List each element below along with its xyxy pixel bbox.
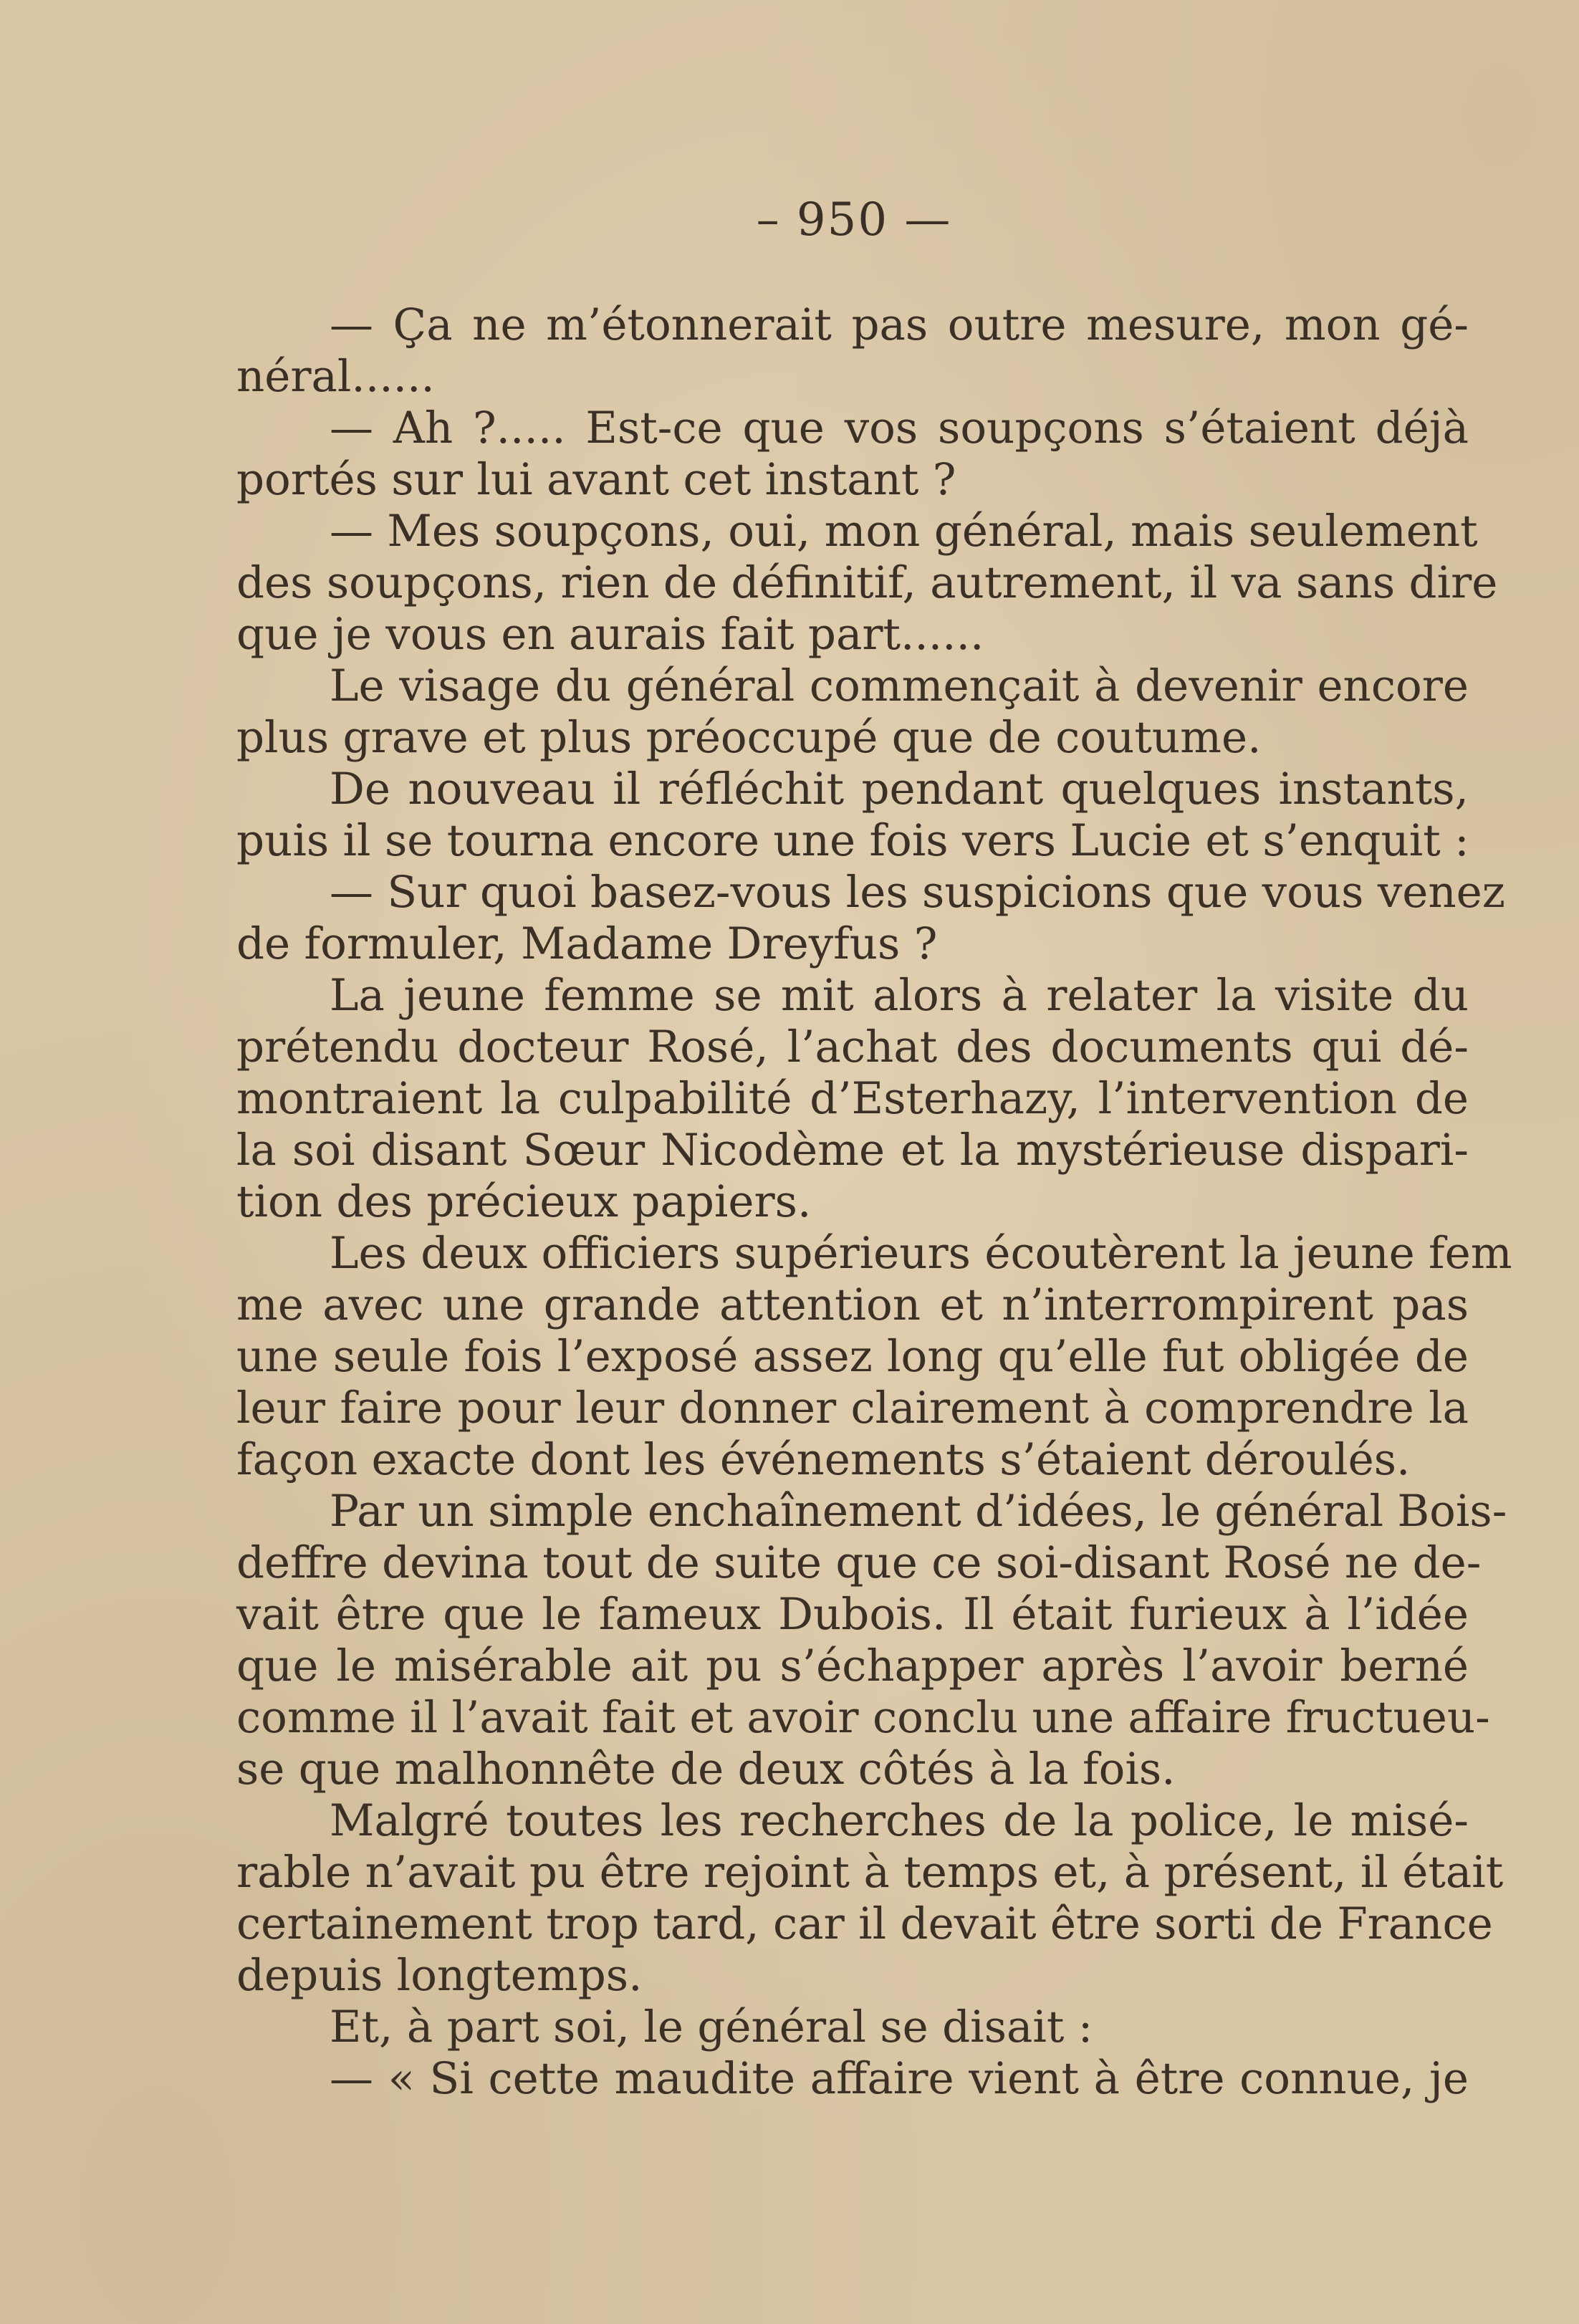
text-line: une seule fois l’exposé assez long qu’elle fut obligée de	[236, 1331, 1469, 1382]
text-line: deffre devina tout de suite que ce soi-disant Rosé ne de-	[236, 1537, 1482, 1588]
text-line: plus grave et plus préoccupé que de coutume.	[236, 712, 1262, 763]
text-line: puis il se tourna encore une fois vers Lucie et s’enquit :	[236, 815, 1469, 866]
text-line: de formuler, Madame Dreyfus ?	[236, 918, 938, 969]
text-line: me avec une grande attention et n’interrompirent pas	[236, 1279, 1469, 1330]
text-line: vait être que le fameux Dubois. Il était furieux à l’idée	[236, 1589, 1469, 1640]
text-line: — « Si cette maudite affaire vient à être connue, je	[330, 2053, 1469, 2104]
text-line: De nouveau il réfléchit pendant quelques instants,	[330, 764, 1469, 815]
text-line: — Ça ne m’étonnerait pas outre mesure, mon gé-	[330, 299, 1469, 350]
text-line: que le misérable ait pu s’échapper après l’avoir berné	[236, 1641, 1469, 1691]
text-line: Le visage du général commençait à devenir encore	[330, 661, 1469, 711]
text-line: — Sur quoi basez-vous les suspicions que vous venez	[330, 867, 1505, 918]
text-line: que je vous en aurais fait part......	[236, 609, 984, 660]
text-line: depuis longtemps.	[236, 1950, 643, 2001]
text-line: néral......	[236, 351, 435, 402]
text-line: montraient la culpabilité d’Esterhazy, l’intervention de	[236, 1073, 1469, 1124]
page-number: – 950 —	[756, 193, 952, 246]
text-line: Les deux officiers supérieurs écoutèrent la jeune fem	[330, 1228, 1512, 1279]
text-line: prétendu docteur Rosé, l’achat des documents qui dé-	[236, 1022, 1469, 1072]
text-line: Par un simple enchaînement d’idées, le général Bois-	[330, 1486, 1507, 1537]
text-line: la soi disant Sœur Nicodème et la mystérieuse dispari-	[236, 1125, 1469, 1176]
text-line: certainement trop tard, car il devait être sorti de France	[236, 1898, 1493, 1949]
text-line: comme il l’avait fait et avoir conclu une affaire fructueu-	[236, 1692, 1490, 1743]
text-line: se que malhonnête de deux côtés à la fois.	[236, 1744, 1176, 1795]
text-line: — Mes soupçons, oui, mon général, mais seulement	[330, 506, 1478, 557]
text-line: Malgré toutes les recherches de la police, le misé-	[330, 1795, 1469, 1846]
text-line: — Ah ?..... Est-ce que vos soupçons s’étaient déjà	[330, 403, 1469, 453]
text-line: tion des précieux papiers.	[236, 1176, 812, 1227]
text-line: La jeune femme se mit alors à relater la visite du	[330, 970, 1469, 1021]
text-line: façon exacte dont les événements s’étaient déroulés.	[236, 1434, 1411, 1485]
text-line: Et, à part soi, le général se disait :	[330, 2002, 1093, 2052]
text-line: des soupçons, rien de définitif, autrement, il va sans dire	[236, 557, 1498, 608]
text-line: rable n’avait pu être rejoint à temps et, à présent, il était	[236, 1847, 1504, 1898]
text-line: leur faire pour leur donner clairement à comprendre la	[236, 1383, 1469, 1434]
body-text	[236, 299, 1512, 2105]
text-line: portés sur lui avant cet instant ?	[236, 454, 956, 505]
